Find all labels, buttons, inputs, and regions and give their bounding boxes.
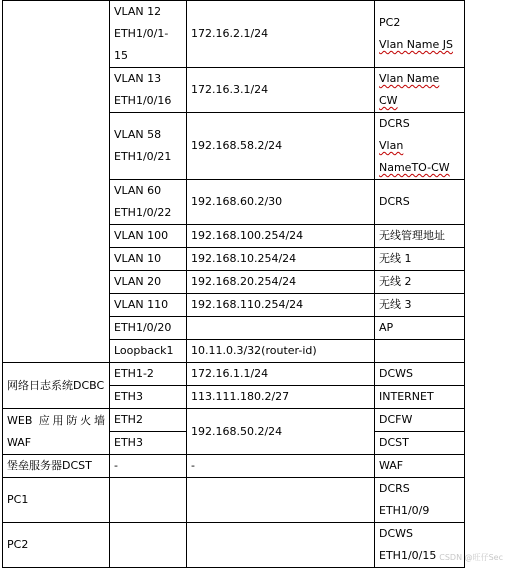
ip-cell: 192.168.10.254/24	[187, 248, 375, 271]
interface-cell: VLAN 110	[110, 294, 187, 317]
ip-cell	[187, 317, 375, 340]
interface-cell: VLAN 12 ETH1/0/1-15	[110, 1, 187, 68]
interface-cell: VLAN 10	[110, 248, 187, 271]
interface-cell: VLAN 60 ETH1/0/22	[110, 180, 187, 225]
ip-cell: 172.16.3.1/24	[187, 68, 375, 113]
remark-cell	[375, 340, 465, 363]
remark-cell: 无线 2	[375, 271, 465, 294]
interface-cell: VLAN 20	[110, 271, 187, 294]
interface-cell: -	[110, 455, 187, 478]
network-address-table	[2, 0, 465, 568]
remark-cell: 无线 1	[375, 248, 465, 271]
remark-cell: INTERNET	[375, 386, 465, 409]
remark-cell: DCRS Vlan NameTO-CW	[375, 113, 465, 180]
remark-cell: AP	[375, 317, 465, 340]
device-cell: 网络日志系统DCBC	[3, 363, 110, 409]
device-cell: PC1	[3, 478, 110, 523]
remark-cell: DCST	[375, 432, 465, 455]
interface-cell: ETH1-2	[110, 363, 187, 386]
remark-cell: PC2 Vlan Name JS	[375, 1, 465, 68]
interface-cell: Loopback1	[110, 340, 187, 363]
remark-cell: Vlan Name CW	[375, 68, 465, 113]
interface-cell	[110, 478, 187, 523]
interface-cell: ETH3	[110, 432, 187, 455]
device-cell: WEB 应用防火墙 WAF	[3, 409, 110, 455]
watermark: CSDN @旺仔Sec	[439, 553, 503, 562]
ip-cell: 192.168.50.2/24	[187, 409, 375, 455]
ip-cell: 192.168.58.2/24	[187, 113, 375, 180]
interface-cell	[110, 523, 187, 568]
remark-cell: DCFW	[375, 409, 465, 432]
remark-cell: 无线 3	[375, 294, 465, 317]
remark-cell: DCWS	[375, 363, 465, 386]
ip-cell: 192.168.100.254/24	[187, 225, 375, 248]
ip-cell	[187, 478, 375, 523]
ip-cell: 10.11.0.3/32(router-id)	[187, 340, 375, 363]
ip-cell: 192.168.110.254/24	[187, 294, 375, 317]
interface-cell: VLAN 100	[110, 225, 187, 248]
interface-cell: ETH3	[110, 386, 187, 409]
table-row	[3, 478, 465, 523]
ip-cell: 192.168.60.2/30	[187, 180, 375, 225]
interface-cell: VLAN 13 ETH1/0/16	[110, 68, 187, 113]
remark-cell: DCRS ETH1/0/9	[375, 478, 465, 523]
device-cell	[3, 1, 110, 363]
ip-cell: 172.16.2.1/24	[187, 1, 375, 68]
table-row	[3, 363, 465, 386]
interface-cell: ETH2	[110, 409, 187, 432]
ip-cell: 192.168.20.254/24	[187, 271, 375, 294]
remark-cell: WAF	[375, 455, 465, 478]
remark-cell: DCWS ETH1/0/15	[375, 523, 465, 568]
table-row	[3, 409, 465, 432]
table-row	[3, 455, 465, 478]
remark-cell: DCRS	[375, 180, 465, 225]
table-row	[3, 523, 465, 568]
device-cell: 堡垒服务器DCST	[3, 455, 110, 478]
table-row	[3, 1, 465, 68]
device-cell: PC2	[3, 523, 110, 568]
ip-cell: 172.16.1.1/24	[187, 363, 375, 386]
ip-cell: 113.111.180.2/27	[187, 386, 375, 409]
ip-cell: -	[187, 455, 375, 478]
interface-cell: ETH1/0/20	[110, 317, 187, 340]
interface-cell: VLAN 58 ETH1/0/21	[110, 113, 187, 180]
remark-cell: 无线管理地址	[375, 225, 465, 248]
ip-cell	[187, 523, 375, 568]
